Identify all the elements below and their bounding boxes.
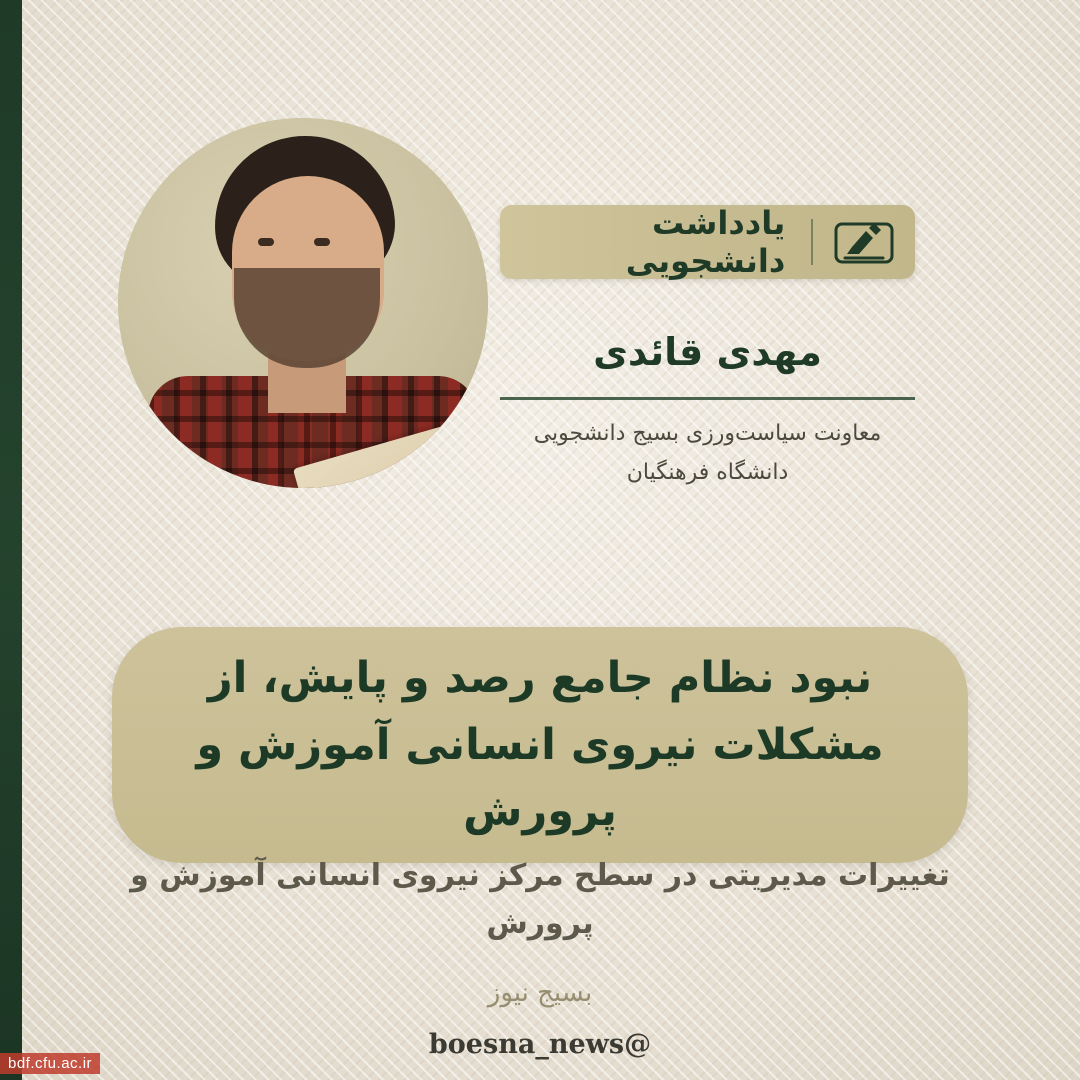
left-edge-bar [0, 0, 22, 1080]
author-role-line-1: معاونت سیاست‌ورزی بسیج دانشجویی [533, 421, 882, 446]
author-role-line-2: دانشگاه فرهنگیان [626, 459, 789, 485]
site-watermark: bdf.cfu.ac.ir [0, 1053, 100, 1074]
author-name: مهدی قائدی [593, 330, 822, 374]
portrait-eye-right [314, 238, 330, 246]
headline-panel [112, 627, 968, 863]
badge-divider [811, 219, 813, 265]
author-role [500, 415, 915, 492]
author-portrait [118, 118, 488, 488]
note-type-badge-label: یادداشت دانشجویی [625, 204, 786, 280]
author-name-divider [500, 397, 915, 400]
writing-hand-icon [813, 216, 915, 268]
social-handle: @boesna_news [428, 1029, 652, 1060]
note-type-badge [500, 205, 915, 279]
brand-logo-text: بسیج نیوز [487, 978, 593, 1008]
subheadline-text: تغییرات مدیریتی در سطح مرکز نیروی انسانی آموزش و پرورش [130, 858, 950, 941]
portrait-eye-left [258, 238, 274, 246]
headline-text: نبود نظام جامع رصد و پایش، از مشکلات نیروی انسانی آموزش و پرورش [196, 653, 884, 837]
